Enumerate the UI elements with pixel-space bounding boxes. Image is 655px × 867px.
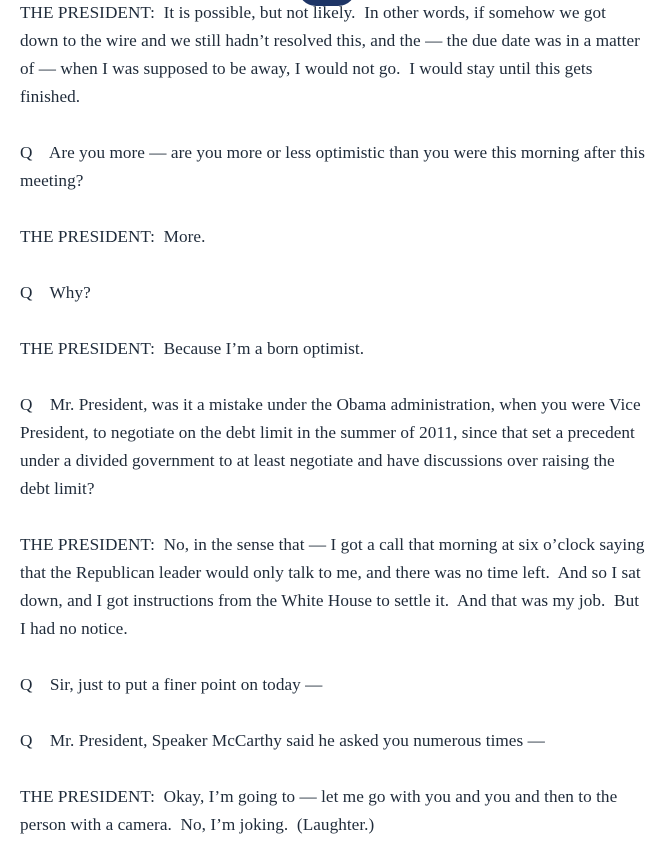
transcript-paragraph: Q Mr. President, Speaker McCarthy said he asked you numerous times — [20,731,545,750]
transcript-paragraph: THE PRESIDENT: It is possible, but not likely. In other words, if somehow we got down to the wire and we still hadn’t resolved this, and the — the due date was in a matter of — when I was supposed to be away, I would not go. I would stay until this gets finished. [20,3,645,106]
transcript-body [20,0,650,867]
transcript-paragraph: Q Sir, just to put a finer point on today — [20,675,323,694]
transcript-paragraph: THE PRESIDENT: More. [20,227,206,246]
transcript-paragraph: Q Mr. President, was it a mistake under the Obama administration, when you were Vice President, to negotiate on the debt limit in the summer of 2011, since that set a precedent under a divided government to at least negotiate and have discussions over raising the debt limit? [20,395,646,498]
transcript-paragraph: THE PRESIDENT: Okay, I’m going to — let me go with you and you and then to the person with a camera. No, I’m joking. (Laughter.) [20,787,622,834]
transcript-paragraph: Q Are you more — are you more or less optimistic than you were this morning after this meeting? [20,143,650,190]
transcript-paragraph: Q Why? [20,283,91,302]
transcript-paragraph: THE PRESIDENT: No, in the sense that — I got a call that morning at six o’clock saying that the Republican leader would only talk to me, and there was no time left. And so I sat down, and I got instructions from the White House to settle it. And that was my job. But I had no notice. [20,535,649,638]
transcript-paragraph: THE PRESIDENT: Because I’m a born optimist. [20,339,365,358]
